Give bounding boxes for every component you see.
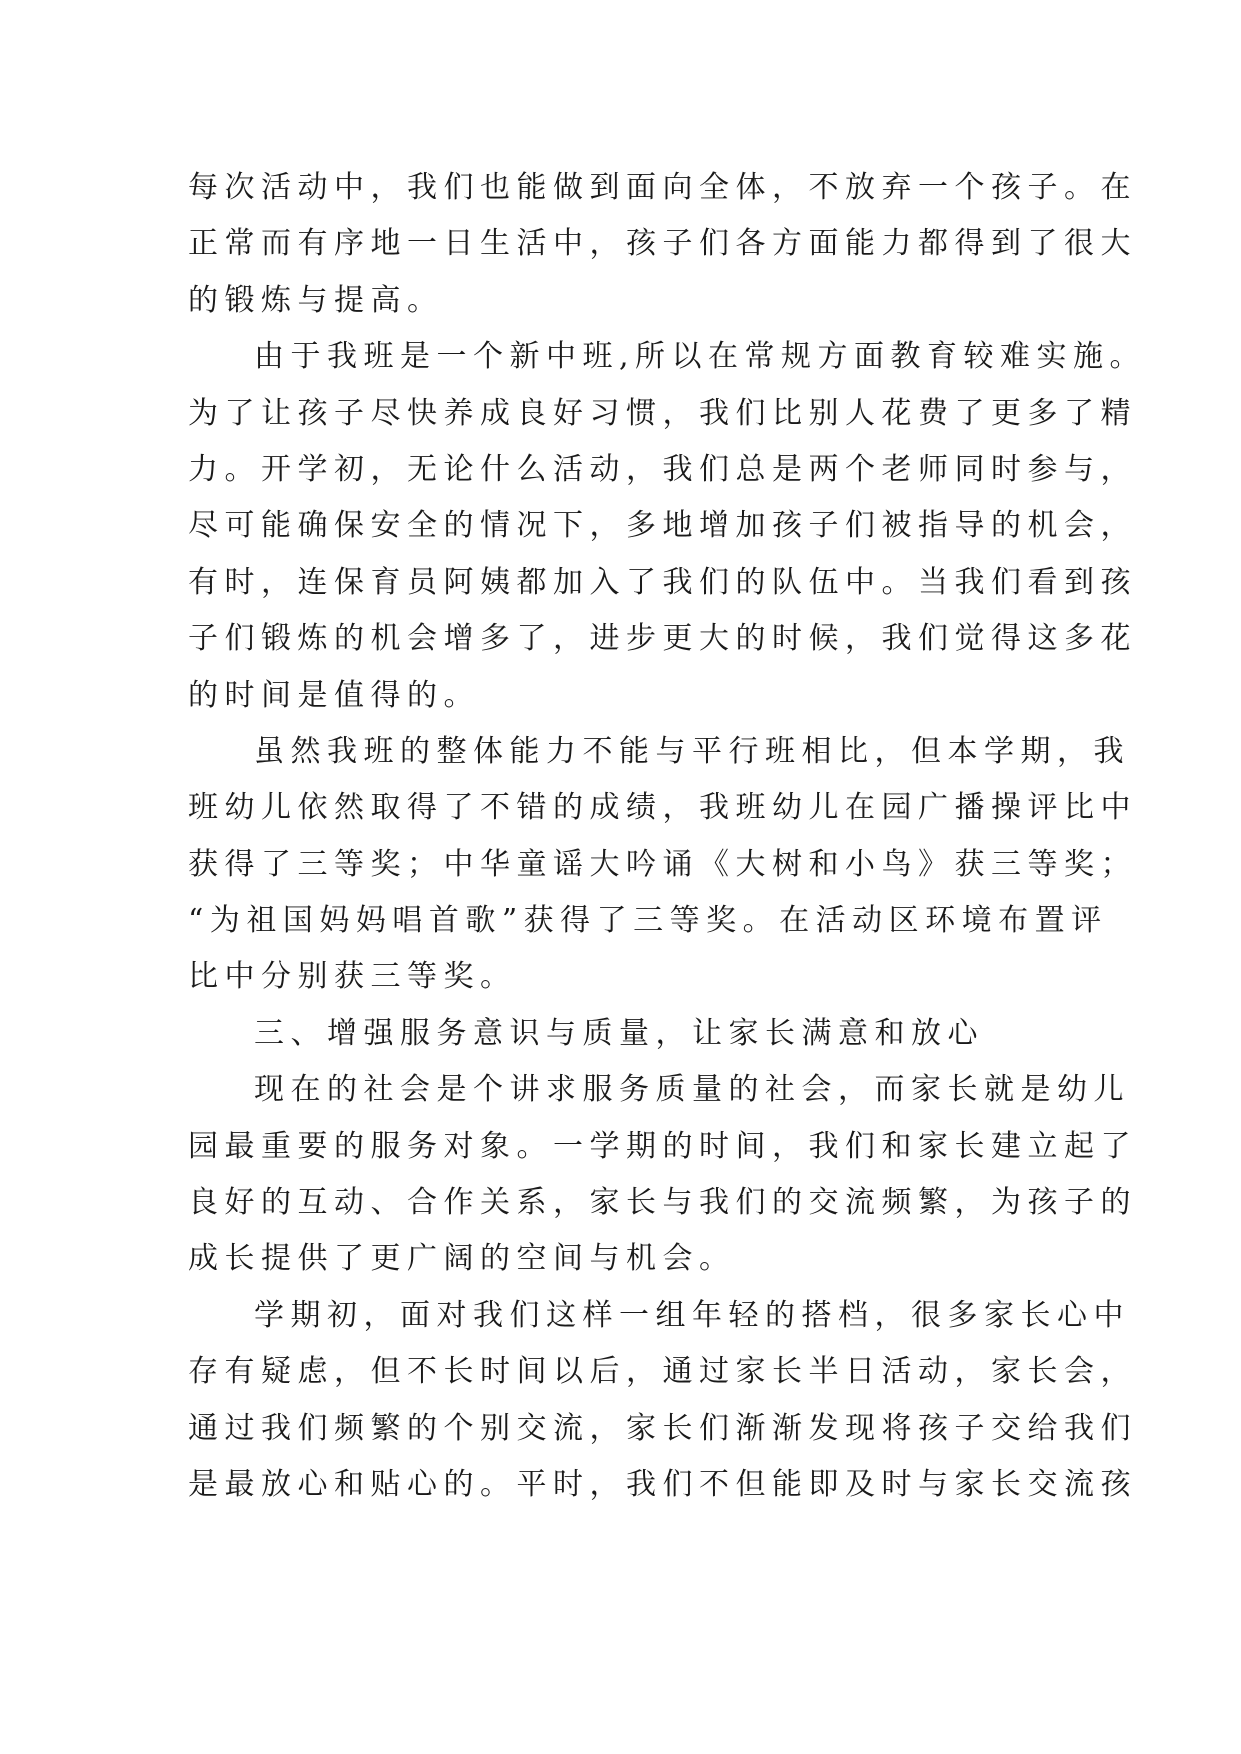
text-line: 比中分别获三等奖。 bbox=[188, 959, 517, 995]
text-line: 良好的互动、合作关系，家长与我们的交流频繁，为孩子的 bbox=[188, 1185, 1137, 1221]
text-line: 尽可能确保安全的情况下，多地增加孩子们被指导的机会， bbox=[188, 508, 1137, 544]
text-line: 的锻炼与提高。 bbox=[188, 282, 444, 318]
text-line: 三、增强服务意识与质量，让家长满意和放心 bbox=[254, 1015, 984, 1051]
text-line: 是最放心和贴心的。平时，我们不但能即及时与家长交流孩 bbox=[188, 1466, 1137, 1502]
text-line: 力。开学初，无论什么活动，我们总是两个老师同时参与， bbox=[188, 451, 1137, 487]
text-line: 获得了三等奖；中华童谣大吟诵《大树和小鸟》获三等奖； bbox=[188, 846, 1137, 882]
text-line: 班幼儿依然取得了不错的成绩，我班幼儿在园广播操评比中 bbox=[188, 790, 1137, 826]
text-line: 子们锻炼的机会增多了，进步更大的时候，我们觉得这多花 bbox=[188, 621, 1137, 657]
text-line: 有时，连保育员阿姨都加入了我们的队伍中。当我们看到孩 bbox=[188, 564, 1137, 600]
text-line: 的时间是值得的。 bbox=[188, 677, 480, 713]
text-line: 园最重要的服务对象。一学期的时间，我们和家长建立起了 bbox=[188, 1128, 1137, 1164]
text-line: 为了让孩子尽快养成良好习惯，我们比别人花费了更多了精 bbox=[188, 395, 1137, 431]
text-line: 存有疑虑，但不长时间以后，通过家长半日活动，家长会， bbox=[188, 1354, 1137, 1390]
body-text bbox=[188, 160, 1147, 1513]
text-line: 由于我班是一个新中班,所以在常规方面教育较难实施。 bbox=[254, 339, 1147, 375]
text-line: 正常而有序地一日生活中，孩子们各方面能力都得到了很大 bbox=[188, 226, 1137, 262]
text-line: 通过我们频繁的个别交流，家长们渐渐发现将孩子交给我们 bbox=[188, 1410, 1137, 1446]
text-line: “为祖国妈妈唱首歌”获得了三等奖。在活动区环境布置评 bbox=[188, 903, 1108, 939]
text-line: 学期初，面对我们这样一组年轻的搭档，很多家长心中 bbox=[254, 1297, 1130, 1333]
text-line: 现在的社会是个讲求服务质量的社会，而家长就是幼儿 bbox=[254, 1072, 1130, 1108]
text-line: 成长提供了更广阔的空间与机会。 bbox=[188, 1241, 736, 1277]
text-line: 虽然我班的整体能力不能与平行班相比，但本学期，我 bbox=[254, 733, 1130, 769]
text-line: 每次活动中，我们也能做到面向全体，不放弃一个孩子。在 bbox=[188, 170, 1137, 205]
